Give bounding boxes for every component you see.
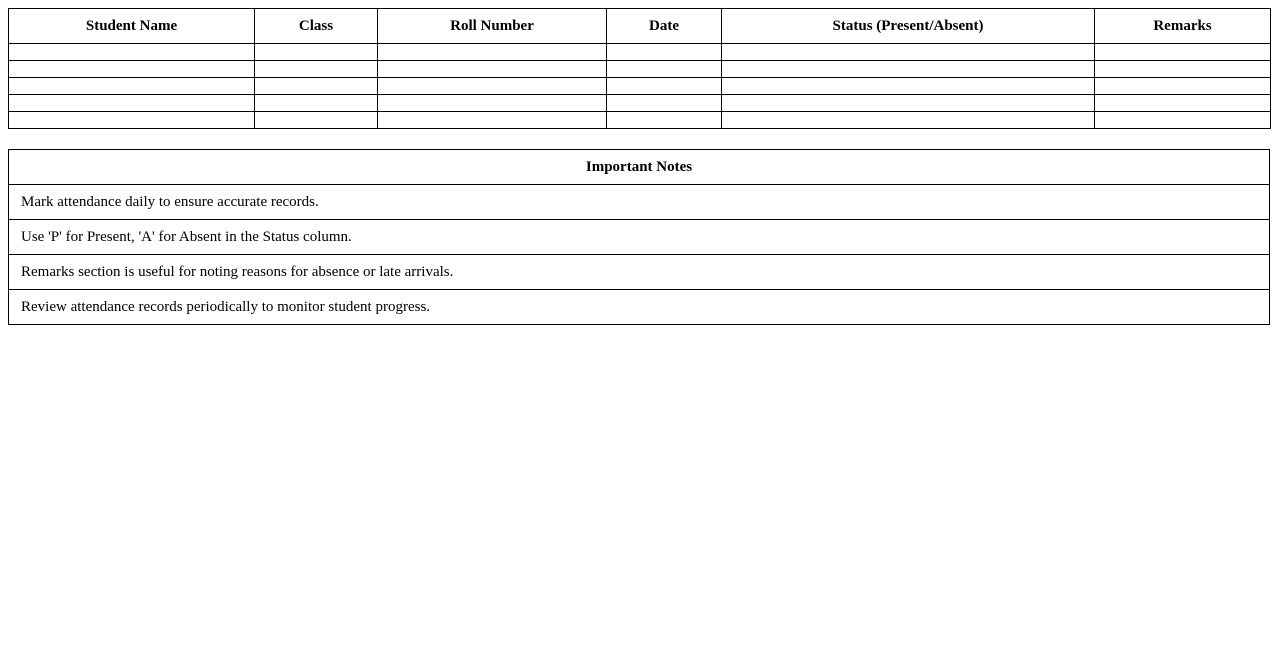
cell-roll-number[interactable] <box>378 78 607 95</box>
table-row <box>9 61 1271 78</box>
cell-class[interactable] <box>255 95 378 112</box>
cell-remarks[interactable] <box>1095 95 1271 112</box>
table-row <box>9 112 1271 129</box>
cell-student-name[interactable] <box>9 112 255 129</box>
cell-class[interactable] <box>255 78 378 95</box>
note-item: Remarks section is useful for noting reasons for absence or late arrivals. <box>9 255 1270 290</box>
header-student-name: Student Name <box>9 9 255 44</box>
cell-class[interactable] <box>255 61 378 78</box>
cell-class[interactable] <box>255 112 378 129</box>
note-row <box>9 290 1270 325</box>
table-row <box>9 44 1271 61</box>
cell-date[interactable] <box>607 112 722 129</box>
header-roll-number: Roll Number <box>378 9 607 44</box>
cell-status[interactable] <box>722 44 1095 61</box>
cell-remarks[interactable] <box>1095 78 1271 95</box>
important-notes-table <box>8 149 1270 325</box>
cell-date[interactable] <box>607 78 722 95</box>
cell-date[interactable] <box>607 61 722 78</box>
cell-status[interactable] <box>722 112 1095 129</box>
cell-remarks[interactable] <box>1095 112 1271 129</box>
note-row <box>9 220 1270 255</box>
table-row <box>9 78 1271 95</box>
header-class: Class <box>255 9 378 44</box>
cell-roll-number[interactable] <box>378 61 607 78</box>
header-remarks: Remarks <box>1095 9 1271 44</box>
cell-remarks[interactable] <box>1095 44 1271 61</box>
cell-roll-number[interactable] <box>378 112 607 129</box>
cell-date[interactable] <box>607 95 722 112</box>
cell-student-name[interactable] <box>9 44 255 61</box>
notes-header-row <box>9 150 1270 185</box>
cell-status[interactable] <box>722 78 1095 95</box>
cell-student-name[interactable] <box>9 61 255 78</box>
cell-class[interactable] <box>255 44 378 61</box>
attendance-header-row <box>9 9 1271 44</box>
cell-student-name[interactable] <box>9 78 255 95</box>
note-item: Use 'P' for Present, 'A' for Absent in the Status column. <box>9 220 1270 255</box>
note-item: Mark attendance daily to ensure accurate records. <box>9 185 1270 220</box>
cell-status[interactable] <box>722 95 1095 112</box>
attendance-table <box>8 8 1271 129</box>
table-row <box>9 95 1271 112</box>
notes-title: Important Notes <box>9 150 1270 185</box>
header-status: Status (Present/Absent) <box>722 9 1095 44</box>
cell-date[interactable] <box>607 44 722 61</box>
cell-roll-number[interactable] <box>378 44 607 61</box>
note-row <box>9 255 1270 290</box>
header-date: Date <box>607 9 722 44</box>
cell-student-name[interactable] <box>9 95 255 112</box>
note-row <box>9 185 1270 220</box>
cell-remarks[interactable] <box>1095 61 1271 78</box>
cell-status[interactable] <box>722 61 1095 78</box>
cell-roll-number[interactable] <box>378 95 607 112</box>
note-item: Review attendance records periodically to monitor student progress. <box>9 290 1270 325</box>
